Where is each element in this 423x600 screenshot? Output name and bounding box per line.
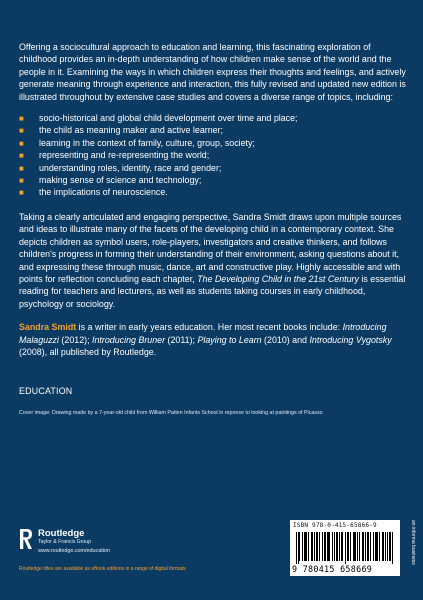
book-title-3: Playing to Learn	[197, 334, 262, 345]
back-cover-text	[19, 41, 411, 417]
cover-credit: Cover image: Drawing made by a 7-year-old child from William Patten Infants School in reponse to looking at paintings of Picasso	[19, 410, 323, 417]
bullet-icon: ■	[19, 151, 24, 161]
bullet-icon: ■	[19, 126, 24, 136]
book-title-1: Introducing Malaguzzi	[19, 322, 387, 345]
publisher-url[interactable]: www.routledge.com/education	[38, 548, 110, 554]
topic-list-item	[19, 174, 411, 186]
intro-paragraph: Offering a sociocultural approach to education and learning, this fascinating exploration of childhood provides an in-depth understanding of how children make sense of the world and the people in it. Examining the ways in which children express their thoughts and feelings, and actively generate meaning through experience and interaction, this fully revised and updated new edition is illustrated throughout by extensive case studies and covers a diverse range of topics, including:	[19, 42, 406, 102]
topic-text: representing and re-representing the world;	[39, 150, 210, 161]
topic-text: the implications of neuroscience.	[39, 187, 168, 198]
description-text: Taking a clearly articulated and engaging perspective, Sandra Smidt draws upon multiple sources and ideas to illustrate many of the facets of the developing child in a contemporary context. She depicts children as symbol users, role-players, investigators and creative thinkers, and follows children's progress in forming their understanding of their environment, asking questions about it, and expressing these through music, dance, art and constructive play. Highly accessible and with points for reflection concluding each chapter,	[19, 211, 402, 284]
bullet-icon: ■	[19, 176, 24, 186]
publisher-name: Routledge	[38, 528, 85, 539]
topic-list-item	[19, 162, 411, 174]
description-text-end: is essential reading for teachers and lecturers, as well as students taking courses in early childhood, psychology or sociology.	[19, 273, 406, 309]
topic-list-item	[19, 186, 411, 198]
publisher-group: Taylor & Francis Group	[38, 539, 92, 545]
publisher-logo	[19, 528, 159, 556]
author-name: Sandra Smidt	[19, 322, 77, 333]
topic-list-item	[19, 124, 411, 136]
bullet-icon: ■	[19, 138, 24, 148]
topic-list-item	[19, 137, 411, 149]
svg-text:an informa business: an informa business	[410, 520, 416, 565]
book-title-4: Introducing Vygotsky	[309, 334, 392, 345]
bullet-icon: ■	[19, 114, 24, 124]
bullet-icon: ■	[19, 163, 24, 173]
isbn-text: ISBN 978-0-415-65866-9	[293, 522, 377, 529]
barcode-bars	[296, 532, 394, 564]
book-title-2: Introducing Bruner	[92, 334, 166, 345]
barcode	[290, 520, 400, 576]
topic-text: socio-historical and global child development over time and place;	[39, 113, 298, 124]
bullet-icon: ■	[19, 188, 24, 198]
book-title: The Developing Child in the 21st Century	[197, 273, 359, 284]
topic-text: making sense of science and technology;	[39, 175, 202, 186]
description-paragraph	[19, 211, 411, 310]
isbn-digits: 9 780415 658669	[292, 564, 373, 574]
topic-text: understanding roles, identity, race and gender;	[39, 162, 222, 173]
topic-list-item	[19, 112, 411, 124]
author-bio: Sandra Smidt is a writer in early years education. Her most recent books include: Introducing Malaguzzi (2012); Introducing Bruner (2011); Playing to Learn (2010) and Introducing Vygotsky (2008), all published by Routledge.	[19, 322, 392, 357]
ebook-note: Routledge titles are available as eBook editions in a range of digital formats	[19, 566, 186, 572]
topic-text: the child as meaning maker and active learner;	[39, 125, 224, 136]
subject-category: EDUCATION	[19, 386, 73, 397]
topic-list	[19, 112, 411, 199]
topic-text: learning in the context of family, culture, group, society;	[39, 137, 255, 148]
informa-side-text	[406, 518, 414, 576]
topic-list-item	[19, 149, 411, 161]
routledge-r-icon	[19, 528, 33, 550]
